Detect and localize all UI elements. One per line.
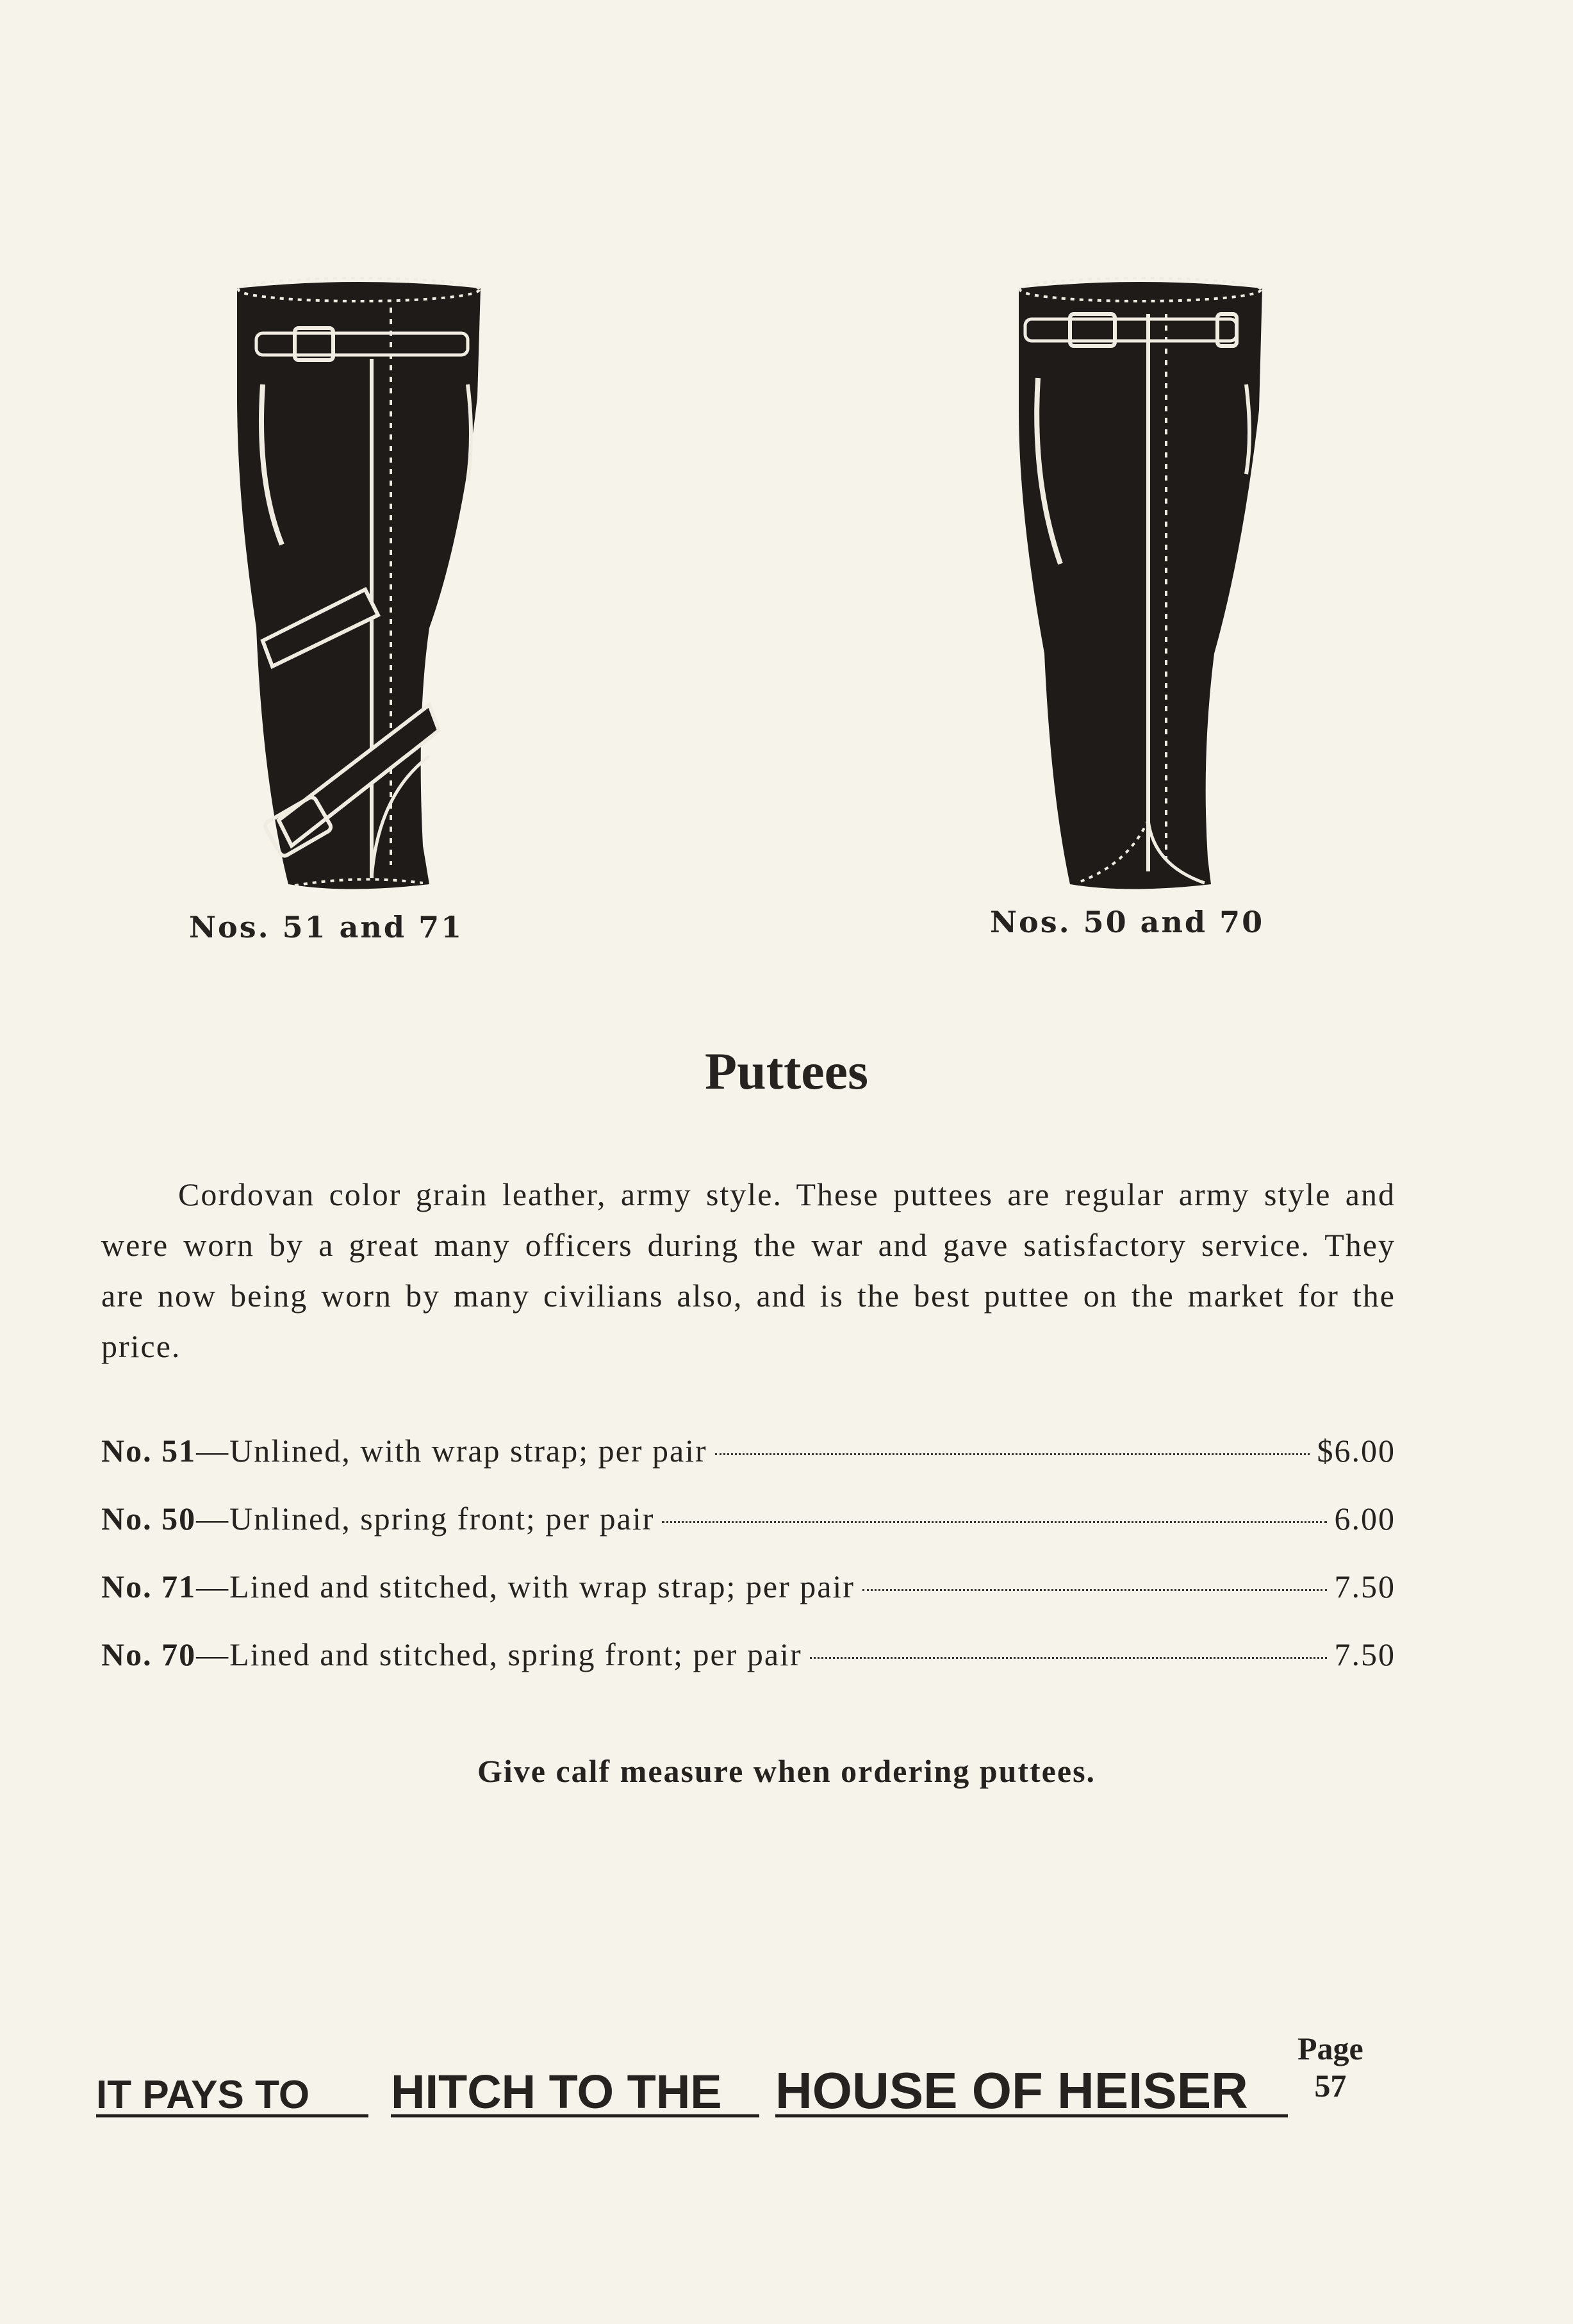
puttee-spring-front-icon — [1000, 269, 1281, 897]
leader-dots — [662, 1521, 1326, 1523]
slogan-part-3: HOUSE OF HEISER — [775, 2062, 1248, 2119]
puttee-wrap-strap-illustration — [218, 269, 500, 897]
page-label: Page — [1297, 2031, 1363, 2066]
item-number: No. 70 — [101, 1636, 197, 1672]
price-row — [101, 1500, 1396, 1568]
item-description: —Unlined, spring front; per pair — [196, 1501, 655, 1537]
footer-slogan — [96, 2044, 1288, 2121]
puttee-spring-front-illustration — [1000, 269, 1281, 897]
item-price: 7.50 — [1334, 1569, 1396, 1604]
figure-caption-right: Nos. 50 and 70 — [990, 905, 1265, 939]
item-number: No. 71 — [101, 1569, 197, 1604]
ordering-note: Give calf measure when ordering puttees. — [477, 1753, 1096, 1789]
price-list — [101, 1432, 1396, 1704]
item-number: No. 50 — [101, 1501, 197, 1537]
footer-slogan-graphic — [96, 2044, 1288, 2121]
price-row — [101, 1636, 1396, 1704]
item-number: No. 51 — [101, 1433, 197, 1469]
puttee-wrap-strap-icon — [218, 269, 500, 897]
price-row — [101, 1432, 1396, 1500]
leader-dots — [715, 1453, 1310, 1455]
page-number: 57 — [1314, 2068, 1347, 2104]
page-title: Puttees — [704, 1042, 868, 1100]
figure-caption-left: Nos. 51 and 71 — [189, 910, 464, 944]
leader-dots — [862, 1589, 1327, 1591]
item-price: $6.00 — [1317, 1433, 1396, 1469]
slogan-part-2: HITCH TO THE — [391, 2065, 722, 2118]
item-price: 6.00 — [1334, 1501, 1396, 1537]
item-description: —Lined and stitched, spring front; per pair — [196, 1636, 802, 1672]
leader-dots — [810, 1657, 1327, 1659]
slogan-part-1: IT PAYS TO — [96, 2073, 310, 2117]
price-row — [101, 1568, 1396, 1636]
item-description: —Lined and stitched, with wrap strap; per pair — [196, 1569, 855, 1604]
item-price: 7.50 — [1334, 1636, 1396, 1672]
product-description: Cordovan color grain leather, army style. These puttees are regular army style and were worn by a great many officers during the war and gave satisfactory service. They are now being worn by many civilians also, and is the best puttee on the market for the price. — [101, 1176, 1396, 1364]
item-description: —Unlined, with wrap strap; per pair — [196, 1433, 707, 1469]
page-number-block — [1297, 2030, 1363, 2104]
